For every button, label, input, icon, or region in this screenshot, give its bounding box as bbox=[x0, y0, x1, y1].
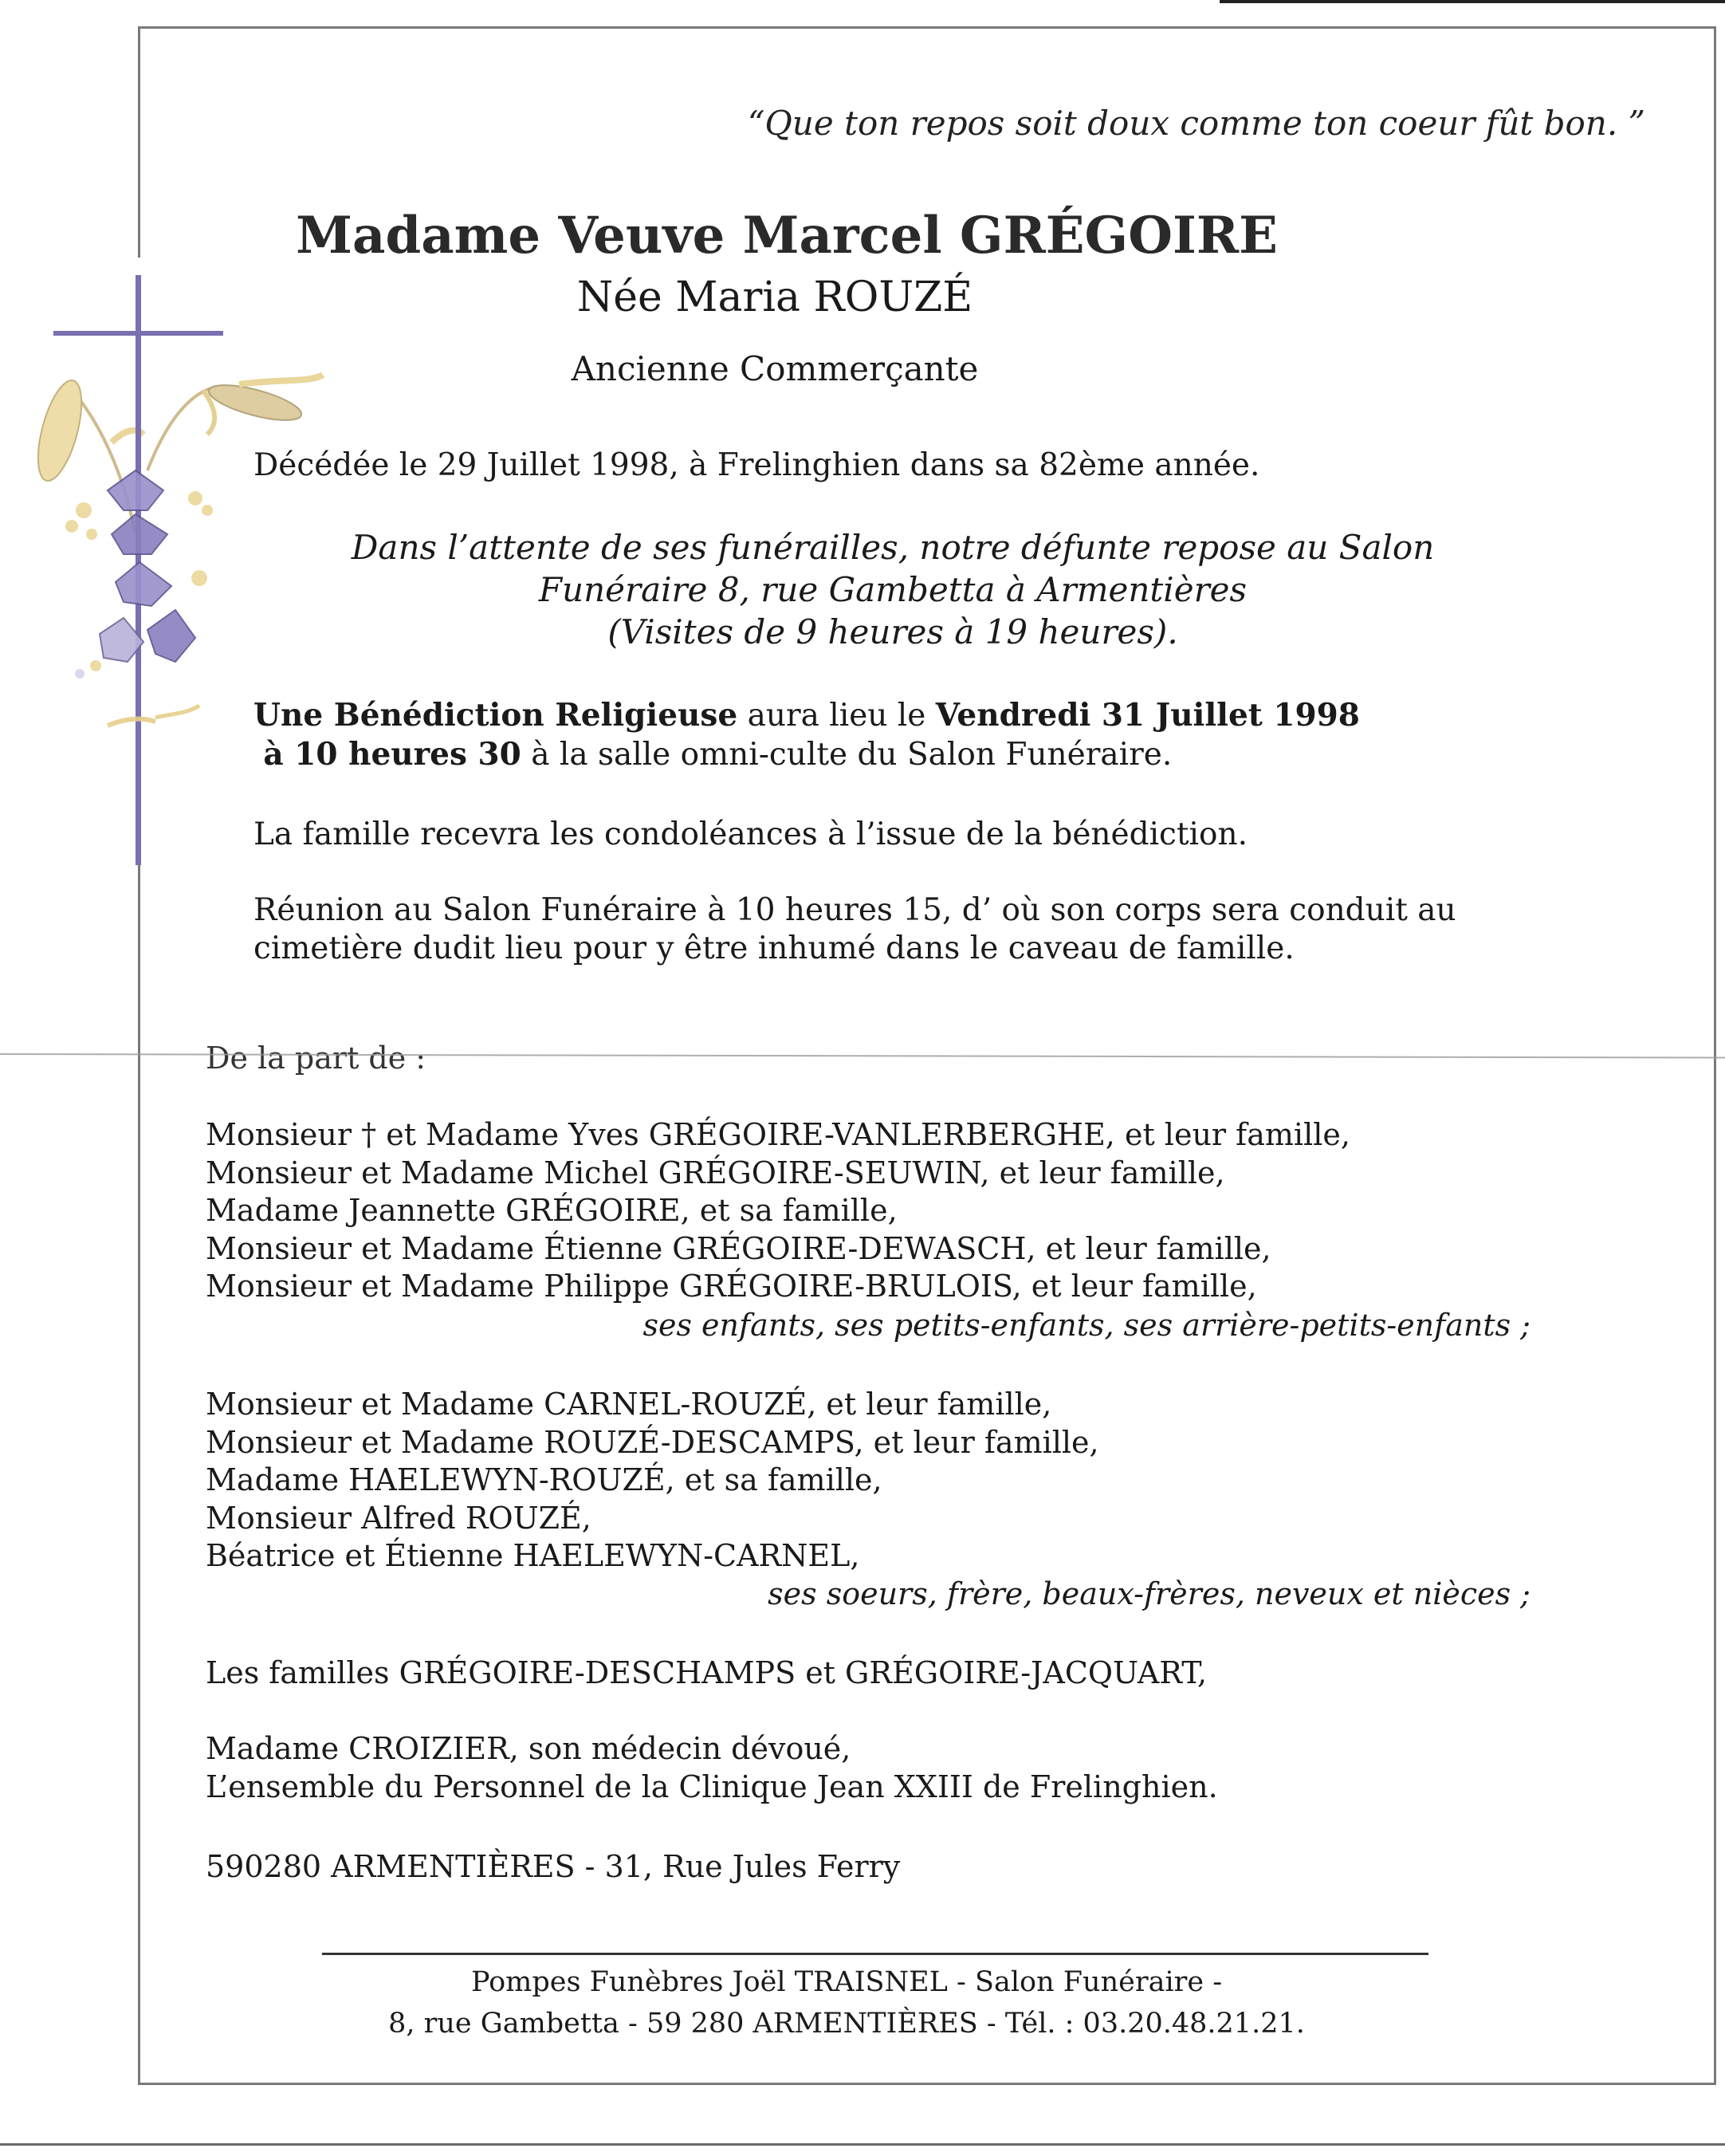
siblings-relation: ses soeurs, frère, beaux-frères, neveux et nièces ; bbox=[768, 1576, 1530, 1611]
funeral-home-address: 8, rue Gambetta - 59 280 ARMENTIÈRES - Tél. : 03.20.48.21.21. bbox=[388, 2008, 1305, 2040]
frame-border-top bbox=[138, 26, 1716, 29]
family-member-line: Monsieur et Madame ROUZÉ-DESCAMPS, et leur famille, bbox=[206, 1424, 1099, 1460]
wake-line: Dans l’attente de ses funérailles, notre défunte repose au Salon bbox=[351, 528, 1435, 567]
scan-edge-line-bottom bbox=[0, 2143, 1725, 2146]
blessing-event: Une Bénédiction Religieuse bbox=[253, 697, 738, 734]
frame-border-left-bottom bbox=[138, 861, 140, 2085]
maiden-name: Née Maria ROUZÉ bbox=[576, 273, 973, 321]
frame-border-right bbox=[1714, 26, 1716, 2085]
staff-line: L’ensemble du Personnel de la Clinique Jean XXIII de Frelinghien. bbox=[206, 1768, 1218, 1804]
family-address: 590280 ARMENTIÈRES - 31, Rue Jules Ferry bbox=[206, 1849, 901, 1884]
family-member-line: Madame Jeannette GRÉGOIRE, et sa famille, bbox=[206, 1193, 898, 1228]
blessing-notice bbox=[253, 696, 1360, 774]
siblings-list bbox=[206, 1386, 1099, 1576]
epigraph-quote: “Que ton repos soit doux comme ton coeur fût bon. ” bbox=[747, 104, 1645, 143]
frame-border-bottom bbox=[138, 2083, 1716, 2085]
family-member-line: Monsieur et Madame Étienne GRÉGOIRE-DEWASCH, et leur famille, bbox=[206, 1230, 1271, 1266]
family-member-line: Monsieur et Madame Philippe GRÉGOIRE-BRULOIS, et leur famille, bbox=[206, 1269, 1257, 1304]
funeral-home-name: Pompes Funèbres Joël TRAISNEL - Salon Funéraire - bbox=[470, 1966, 1223, 1998]
other-families: Les familles GRÉGOIRE-DESCHAMPS et GRÉGOIRE-JACQUART, bbox=[206, 1655, 1208, 1690]
scan-edge-line bbox=[1220, 0, 1725, 3]
occupation: Ancienne Commerçante bbox=[571, 349, 979, 388]
family-member-line: Madame HAELEWYN-ROUZÉ, et sa famille, bbox=[206, 1462, 882, 1497]
deceased-name: Madame Veuve Marcel GRÉGOIRE bbox=[296, 206, 1278, 266]
reunion-line: cimetière dudit lieu pour y être inhumé dans le caveau de famille. bbox=[253, 930, 1295, 966]
condolences-notice: La famille recevra les condoléances à l’issue de la bénédiction. bbox=[253, 816, 1248, 852]
family-member-line: Monsieur et Madame CARNEL-ROUZÉ, et leur famille, bbox=[206, 1387, 1052, 1422]
wake-notice bbox=[239, 526, 1546, 653]
reunion-line: Réunion au Salon Funéraire à 10 heures 15, d’ où son corps sera conduit au bbox=[253, 892, 1456, 928]
family-member-line: Monsieur † et Madame Yves GRÉGOIRE-VANLERBERGHE, et leur famille, bbox=[206, 1117, 1350, 1152]
cross-horizontal-bar bbox=[53, 331, 223, 336]
blessing-time: à 10 heures 30 bbox=[263, 736, 521, 773]
children-list bbox=[206, 1116, 1350, 1306]
family-member-line: Béatrice et Étienne HAELEWYN-CARNEL, bbox=[206, 1538, 860, 1573]
from-label: De la part de : bbox=[206, 1041, 426, 1076]
blessing-date: Vendredi 31 Juillet 1998 bbox=[935, 697, 1360, 734]
wake-line: Funéraire 8, rue Gambetta à Armentières bbox=[538, 570, 1248, 609]
children-relation: ses enfants, ses petits-enfants, ses arrière-petits-enfants ; bbox=[642, 1308, 1530, 1343]
doctor-and-staff bbox=[206, 1730, 1218, 1806]
wake-line: (Visites de 9 heures à 19 heures). bbox=[607, 612, 1178, 651]
reunion-notice bbox=[253, 891, 1456, 968]
blessing-connector: aura lieu le bbox=[737, 698, 936, 734]
blessing-place: à la salle omni-culte du Salon Funéraire. bbox=[521, 737, 1173, 773]
doctor-line: Madame CROIZIER, son médecin dévoué, bbox=[206, 1731, 851, 1766]
family-member-line: Monsieur Alfred ROUZÉ, bbox=[206, 1500, 591, 1536]
footer-divider bbox=[322, 1953, 1428, 1955]
family-member-line: Monsieur et Madame Michel GRÉGOIRE-SEUWIN, et leur famille, bbox=[206, 1155, 1225, 1190]
death-notice: Décédée le 29 Juillet 1998, à Frelinghien dans sa 82ème année. bbox=[253, 447, 1260, 483]
